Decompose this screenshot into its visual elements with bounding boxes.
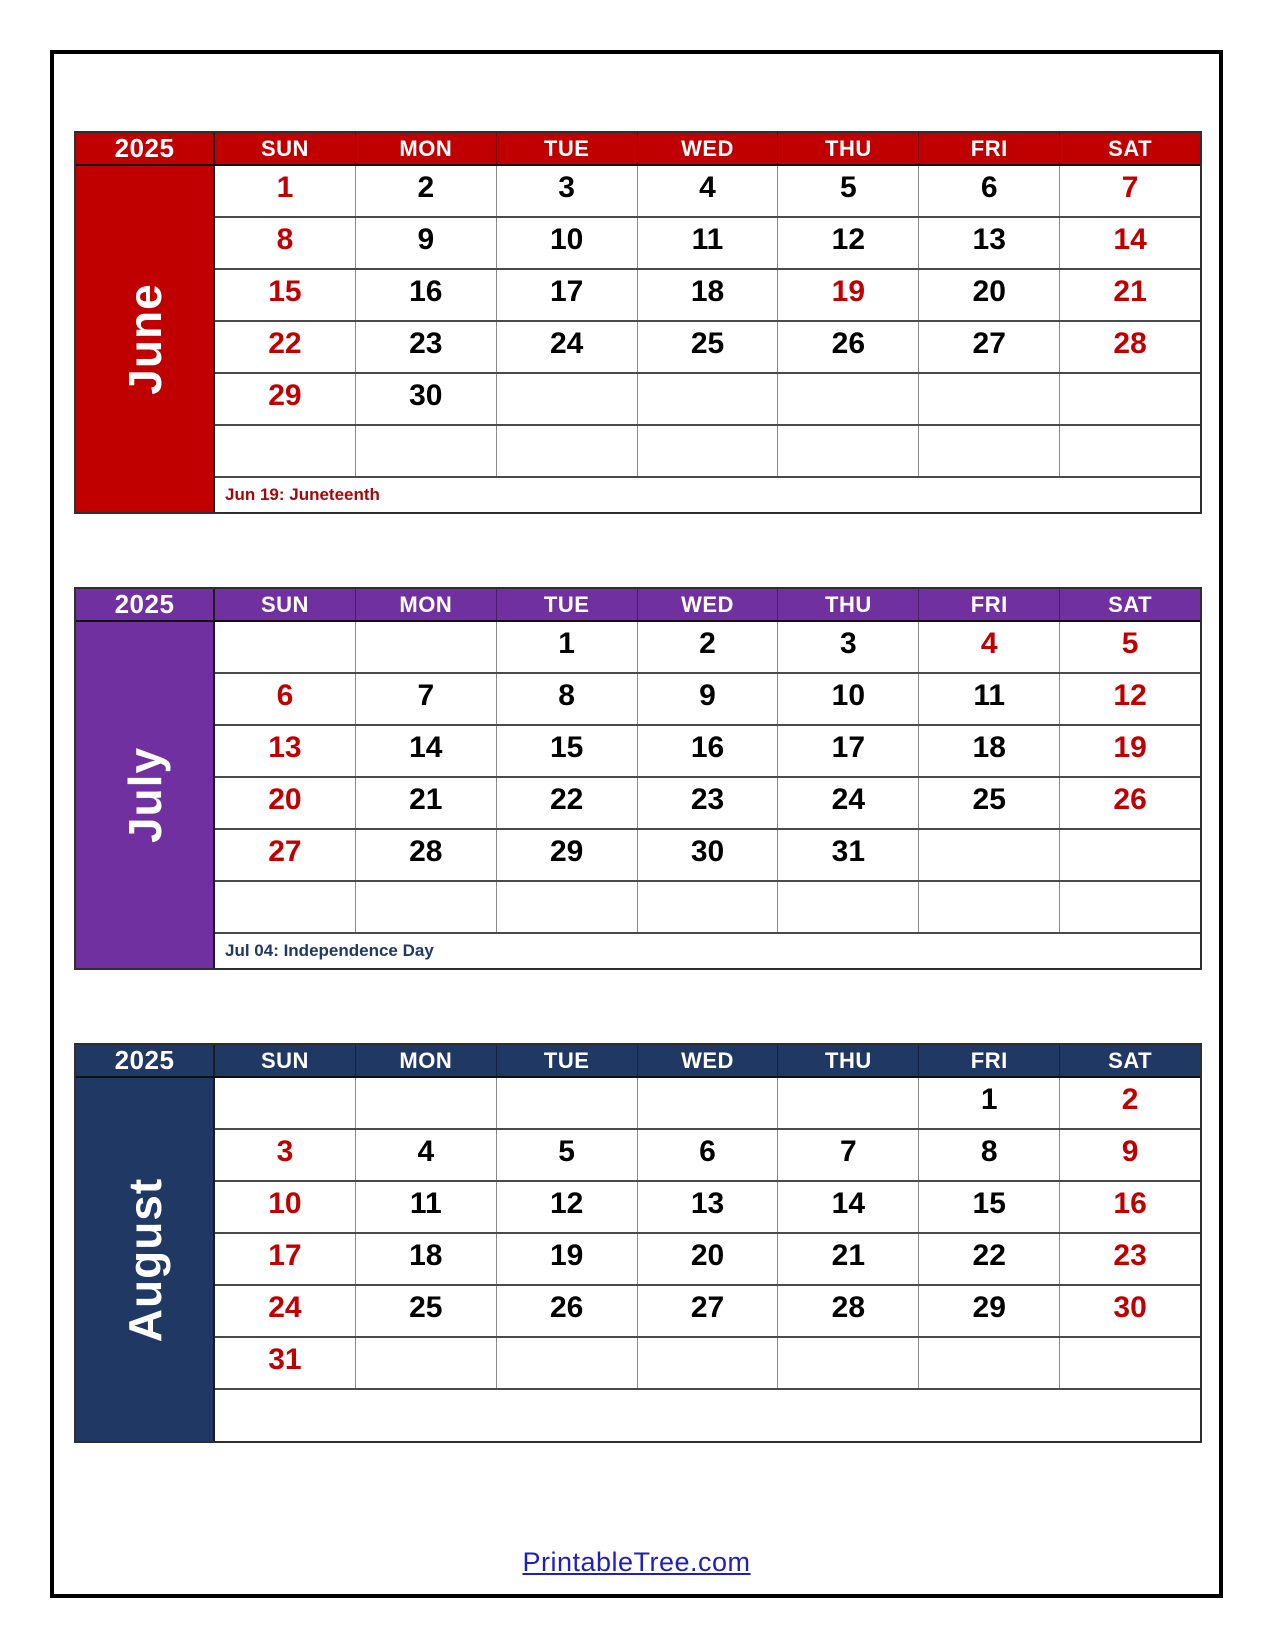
holiday-note: Jun 19: Juneteenth (225, 485, 380, 504)
day-cell-empty (1060, 426, 1200, 476)
day-cell-30: 30 (356, 374, 497, 424)
day-cell-empty (919, 374, 1060, 424)
day-cell-empty (215, 426, 356, 476)
day-cell-8: 8 (215, 218, 356, 268)
day-cell-22: 22 (497, 778, 638, 828)
day-cell-1: 1 (919, 1078, 1060, 1128)
day-cell-empty (497, 1078, 638, 1128)
page-frame (50, 50, 1223, 1598)
day-cell-16: 16 (356, 270, 497, 320)
day-cell-7: 7 (778, 1130, 919, 1180)
month-grid (215, 1078, 1200, 1441)
day-cell-13: 13 (638, 1182, 779, 1232)
day-cell-6: 6 (638, 1130, 779, 1180)
day-header-sun: SUN (215, 133, 356, 164)
day-cell-empty (638, 374, 779, 424)
day-cell-15: 15 (919, 1182, 1060, 1232)
month-body (76, 166, 1200, 512)
month-name-label: July (118, 746, 171, 844)
day-cell-1: 1 (497, 622, 638, 672)
day-cell-empty (497, 426, 638, 476)
day-cell-5: 5 (1121, 627, 1139, 660)
day-header-tue: TUE (497, 133, 638, 164)
day-cell-empty (638, 882, 779, 932)
day-cell-25: 25 (638, 322, 779, 372)
day-cell-23: 23 (356, 322, 497, 372)
day-cell-empty (919, 426, 1060, 476)
day-cell-9: 9 (1121, 1135, 1139, 1168)
day-cell-19: 19 (497, 1234, 638, 1284)
months-container (74, 131, 1219, 1443)
day-cell-3: 3 (497, 166, 638, 216)
footer (54, 1547, 1219, 1578)
year-label: 2025 (76, 133, 215, 164)
day-cell-2: 2 (1121, 1083, 1139, 1116)
day-cell-10: 10 (497, 218, 638, 268)
month-grid (215, 622, 1200, 968)
day-header-sun: SUN (215, 1045, 356, 1076)
day-cell-empty (638, 1078, 779, 1128)
day-cell-29: 29 (497, 830, 638, 880)
day-cell-22: 22 (919, 1234, 1060, 1284)
month-june (74, 131, 1202, 514)
month-sidebar (76, 1078, 215, 1441)
day-cell-empty (356, 426, 497, 476)
week-row (215, 1078, 1200, 1130)
day-cell-22: 22 (215, 322, 356, 372)
year-label: 2025 (76, 589, 215, 620)
day-header-fri: FRI (919, 133, 1060, 164)
day-cell-26: 26 (778, 322, 919, 372)
week-row (215, 1130, 1200, 1182)
week-row (215, 882, 1200, 934)
day-cell-12: 12 (778, 218, 919, 268)
day-cell-5: 5 (778, 166, 919, 216)
day-header-sat: SAT (1060, 1045, 1200, 1076)
day-cell-empty (778, 374, 919, 424)
day-cell-21: 21 (1113, 275, 1147, 308)
day-cell-16: 16 (1113, 1187, 1147, 1220)
day-cell-3: 3 (778, 622, 919, 672)
day-header-wed: WED (638, 133, 779, 164)
day-cell-empty (215, 622, 356, 672)
holiday-note: Jul 04: Independence Day (225, 941, 434, 960)
month-body (76, 1078, 1200, 1441)
day-cell-31: 31 (215, 1338, 356, 1388)
day-cell-empty (497, 1338, 638, 1388)
day-header-sat: SAT (1060, 589, 1200, 620)
month-header-row (76, 1045, 1200, 1078)
month-name-label: June (118, 283, 171, 395)
day-header-thu: THU (778, 589, 919, 620)
day-cell-10: 10 (215, 1182, 356, 1232)
day-header-thu: THU (778, 1045, 919, 1076)
day-cell-27: 27 (919, 322, 1060, 372)
day-cell-17: 17 (215, 1234, 356, 1284)
day-cell-24: 24 (215, 1286, 356, 1336)
day-header-wed: WED (638, 1045, 779, 1076)
week-row (215, 1338, 1200, 1390)
month-body (76, 622, 1200, 968)
day-cell-13: 13 (215, 726, 356, 776)
day-cell-20: 20 (919, 270, 1060, 320)
day-cell-20: 20 (638, 1234, 779, 1284)
day-cell-4: 4 (356, 1130, 497, 1180)
day-cell-empty (638, 426, 779, 476)
month-sidebar (76, 622, 215, 968)
week-row (215, 322, 1200, 374)
day-cell-empty (1060, 830, 1200, 880)
week-row (215, 830, 1200, 882)
day-cell-8: 8 (497, 674, 638, 724)
year-label: 2025 (76, 1045, 215, 1076)
day-cell-empty (215, 882, 356, 932)
day-cell-11: 11 (638, 218, 779, 268)
day-cell-empty (1060, 374, 1200, 424)
week-row (215, 1286, 1200, 1338)
day-cell-empty (497, 374, 638, 424)
day-cell-empty (356, 1338, 497, 1388)
day-cell-empty (638, 1338, 779, 1388)
day-header-mon: MON (356, 1045, 497, 1076)
day-cell-5: 5 (497, 1130, 638, 1180)
day-cell-empty (1060, 882, 1200, 932)
day-cell-6: 6 (919, 166, 1060, 216)
week-row (215, 270, 1200, 322)
day-cell-empty (778, 1078, 919, 1128)
month-table (74, 587, 1202, 970)
printabletree-link[interactable]: PrintableTree.com (522, 1547, 751, 1577)
day-cell-28: 28 (778, 1286, 919, 1336)
day-cell-23: 23 (1113, 1239, 1147, 1272)
day-cell-14: 14 (356, 726, 497, 776)
day-header-tue: TUE (497, 1045, 638, 1076)
day-cell-empty (356, 622, 497, 672)
day-cell-empty (356, 1078, 497, 1128)
day-header-sat: SAT (1060, 133, 1200, 164)
day-cell-14: 14 (778, 1182, 919, 1232)
day-cell-29: 29 (919, 1286, 1060, 1336)
week-row (215, 1234, 1200, 1286)
week-row (215, 218, 1200, 270)
week-row (215, 1182, 1200, 1234)
month-august (74, 1043, 1202, 1443)
day-header-wed: WED (638, 589, 779, 620)
week-row (215, 622, 1200, 674)
week-row (215, 778, 1200, 830)
day-header-sun: SUN (215, 589, 356, 620)
week-row (215, 426, 1200, 478)
month-sidebar (76, 166, 215, 512)
day-cell-15: 15 (497, 726, 638, 776)
day-header-tue: TUE (497, 589, 638, 620)
day-header-mon: MON (356, 589, 497, 620)
day-cell-10: 10 (778, 674, 919, 724)
day-cell-27: 27 (215, 830, 356, 880)
day-header-mon: MON (356, 133, 497, 164)
month-table (74, 131, 1202, 514)
day-cell-26: 26 (497, 1286, 638, 1336)
day-cell-empty (919, 1338, 1060, 1388)
day-cell-1: 1 (215, 166, 356, 216)
day-cell-13: 13 (919, 218, 1060, 268)
day-cell-9: 9 (356, 218, 497, 268)
day-header-fri: FRI (919, 1045, 1060, 1076)
day-cell-19: 19 (778, 270, 919, 320)
day-cell-19: 19 (1113, 731, 1147, 764)
day-cell-empty (778, 1338, 919, 1388)
month-july (74, 587, 1202, 970)
day-cell-empty (1060, 1338, 1200, 1388)
month-name-label: August (118, 1177, 171, 1342)
day-cell-23: 23 (638, 778, 779, 828)
week-row (215, 726, 1200, 778)
day-cell-6: 6 (215, 674, 356, 724)
day-cell-16: 16 (638, 726, 779, 776)
week-row (215, 166, 1200, 218)
day-cell-12: 12 (497, 1182, 638, 1232)
day-cell-2: 2 (356, 166, 497, 216)
day-cell-21: 21 (356, 778, 497, 828)
day-cell-12: 12 (1113, 679, 1147, 712)
month-header-row (76, 589, 1200, 622)
holiday-note (215, 1390, 1200, 1441)
day-cell-24: 24 (778, 778, 919, 828)
day-cell-11: 11 (356, 1182, 497, 1232)
day-cell-25: 25 (356, 1286, 497, 1336)
day-cell-18: 18 (919, 726, 1060, 776)
day-cell-empty (497, 882, 638, 932)
day-cell-empty (778, 426, 919, 476)
month-header-row (76, 133, 1200, 166)
day-header-thu: THU (778, 133, 919, 164)
week-row (215, 374, 1200, 426)
day-cell-30: 30 (1113, 1291, 1147, 1324)
day-cell-17: 17 (497, 270, 638, 320)
day-cell-31: 31 (778, 830, 919, 880)
day-cell-4: 4 (638, 166, 779, 216)
day-cell-7: 7 (1121, 171, 1139, 204)
day-cell-empty (778, 882, 919, 932)
day-cell-empty (215, 1078, 356, 1128)
day-cell-9: 9 (638, 674, 779, 724)
day-cell-28: 28 (1113, 327, 1147, 360)
day-cell-18: 18 (638, 270, 779, 320)
day-cell-empty (919, 882, 1060, 932)
day-cell-27: 27 (638, 1286, 779, 1336)
day-cell-7: 7 (356, 674, 497, 724)
day-cell-25: 25 (919, 778, 1060, 828)
month-table (74, 1043, 1202, 1443)
day-cell-30: 30 (638, 830, 779, 880)
day-cell-2: 2 (638, 622, 779, 672)
day-cell-3: 3 (215, 1130, 356, 1180)
day-cell-26: 26 (1113, 783, 1147, 816)
day-cell-24: 24 (497, 322, 638, 372)
day-cell-4: 4 (919, 622, 1060, 672)
day-header-fri: FRI (919, 589, 1060, 620)
day-cell-18: 18 (356, 1234, 497, 1284)
day-cell-14: 14 (1113, 223, 1147, 256)
day-cell-20: 20 (215, 778, 356, 828)
day-cell-empty (919, 830, 1060, 880)
day-cell-17: 17 (778, 726, 919, 776)
week-row (215, 674, 1200, 726)
day-cell-29: 29 (215, 374, 356, 424)
day-cell-28: 28 (356, 830, 497, 880)
day-cell-11: 11 (919, 674, 1060, 724)
day-cell-15: 15 (215, 270, 356, 320)
day-cell-21: 21 (778, 1234, 919, 1284)
month-grid (215, 166, 1200, 512)
day-cell-8: 8 (919, 1130, 1060, 1180)
day-cell-empty (356, 882, 497, 932)
